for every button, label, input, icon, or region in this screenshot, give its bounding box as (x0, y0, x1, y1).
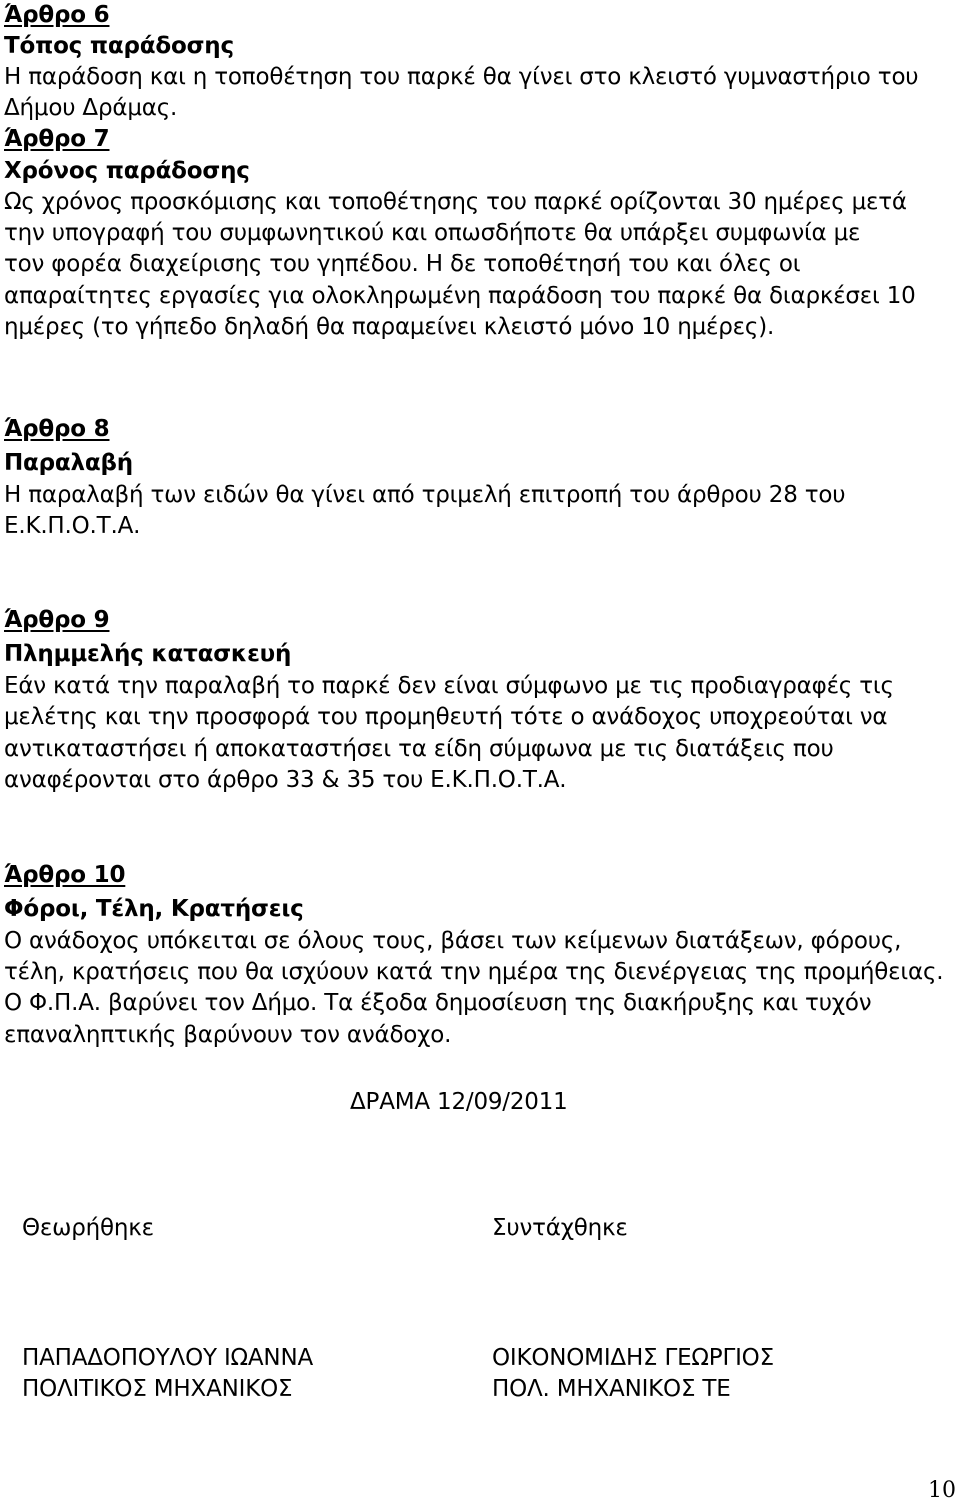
article-6-heading: Άρθρο 6 (4, 2, 110, 28)
article-9-title: Πλημμελής κατασκευή (4, 641, 292, 667)
article-7-heading: Άρθρο 7 (4, 126, 110, 152)
signature-left-name: ΠΑΠΑΔΟΠΟΥΛΟΥ ΙΩΑΝΝΑ (22, 1345, 313, 1371)
article-8-title: Παραλαβή (4, 450, 133, 476)
article-7-title: Χρόνος παράδοσης (4, 158, 250, 184)
article-10-line-4: επαναληπτικής βαρύνουν τον ανάδοχο. (4, 1022, 452, 1048)
place-date: ΔΡΑΜΑ 12/09/2011 (350, 1089, 568, 1115)
article-7-line-5: ημέρες (το γήπεδο δηλαδή θα παραμείνει κλειστό μόνο 10 ημέρες). (4, 314, 775, 340)
article-9-line-3: αντικαταστήσει ή αποκαταστήσει τα είδη σύμφωνα με τις διατάξεις που (4, 736, 834, 762)
article-6-line-2: Δήμου Δράμας. (4, 95, 178, 121)
article-10-line-1: Ο ανάδοχος υπόκειται σε όλους τους, βάσει των κείμενων διατάξεων, φόρους, (4, 928, 902, 954)
article-7-line-4: απαραίτητες εργασίες για ολοκληρωμένη παράδοση του παρκέ θα διαρκέσει 10 (4, 283, 916, 309)
article-6-title: Τόπος παράδοσης (4, 33, 234, 59)
article-9-line-2: μελέτης και την προσφορά του προμηθευτή τότε ο ανάδοχος υποχρεούται να (4, 704, 888, 730)
article-8-line-2: Ε.Κ.Π.Ο.Τ.Α. (4, 513, 141, 539)
signature-right-role: ΠΟΛ. ΜΗΧΑΝΙΚΟΣ ΤΕ (492, 1376, 731, 1402)
article-8-heading: Άρθρο 8 (4, 416, 110, 442)
article-10-heading: Άρθρο 10 (4, 862, 126, 888)
signature-right-label: Συντάχθηκε (492, 1215, 628, 1241)
article-6-line-1: Η παράδοση και η τοποθέτηση του παρκέ θα γίνει στο κλειστό γυμναστήριο του (4, 64, 919, 90)
article-7-line-2: την υπογραφή του συμφωνητικού και οπωσδήποτε θα υπάρξει συμφωνία με (4, 220, 861, 246)
article-7-line-1: Ως χρόνος προσκόμισης και τοποθέτησης του παρκέ ορίζονται 30 ημέρες μετά (4, 189, 907, 215)
article-10-line-2: τέλη, κρατήσεις που θα ισχύουν κατά την ημέρα της διενέργειας της προμήθειας. (4, 959, 944, 985)
signature-left-label: Θεωρήθηκε (22, 1215, 154, 1241)
article-7-line-3: τον φορέα διαχείρισης του γηπέδου. Η δε τοποθέτησή του και όλες οι (4, 251, 801, 277)
signature-left-role: ΠΟΛΙΤΙΚΟΣ ΜΗΧΑΝΙΚΟΣ (22, 1376, 293, 1402)
article-9-line-1: Εάν κατά την παραλαβή το παρκέ δεν είναι σύμφωνο με τις προδιαγραφές τις (4, 673, 894, 699)
article-10-line-3: Ο Φ.Π.Α. βαρύνει τον Δήμο. Τα έξοδα δημοσίευση της διακήρυξης και τυχόν (4, 990, 872, 1016)
signature-right-name: ΟΙΚΟΝΟΜΙΔΗΣ ΓΕΩΡΓΙΟΣ (492, 1345, 774, 1371)
article-10-title: Φόροι, Τέλη, Κρατήσεις (4, 896, 304, 922)
article-9-heading: Άρθρο 9 (4, 607, 110, 633)
article-8-line-1: Η παραλαβή των ειδών θα γίνει από τριμελή επιτροπή του άρθρου 28 του (4, 482, 846, 508)
page-number: 10 (928, 1478, 956, 1503)
article-9-line-4: αναφέρονται στο άρθρο 33 & 35 του Ε.Κ.Π.Ο.Τ.Α. (4, 767, 567, 793)
